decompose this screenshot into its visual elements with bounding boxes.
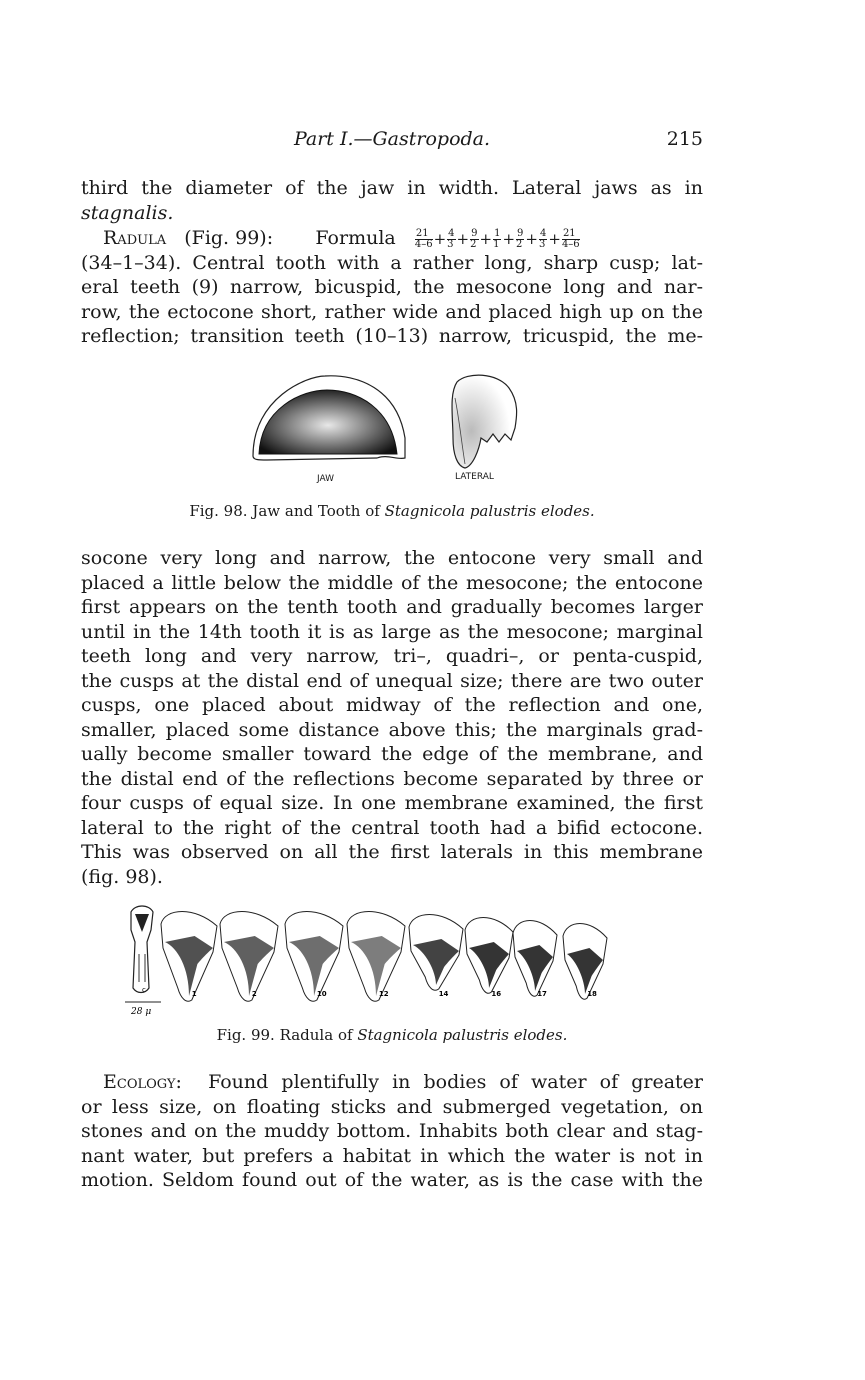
radula-tooth <box>347 912 405 1002</box>
text-line: stagnalis. <box>81 201 174 224</box>
formula-fraction <box>415 229 433 250</box>
jaw-drawing <box>253 376 405 460</box>
formula-plus: + <box>525 229 538 248</box>
text-line: motion. Seldom found out of the water, as is the case with the <box>81 1169 703 1191</box>
fraction-numerator: 21 <box>415 229 433 240</box>
ecology-label: Ecology: <box>103 1071 182 1093</box>
text-line: four cusps of equal size. In one membrane examined, the first <box>81 792 703 814</box>
text-line: eral teeth (9) narrow, bicuspid, the mesocone long and nar- <box>81 276 703 298</box>
radula-tooth <box>409 915 463 991</box>
fraction-denominator: 3 <box>447 238 454 250</box>
text-line: row, the ectocone short, rather wide and placed high up on the <box>81 300 703 323</box>
radula-tooth <box>513 921 557 997</box>
text-line: or less size, on floating sticks and submerged vegetation, on <box>81 1095 703 1118</box>
text-line: (34–1–34). Central tooth with a rather long, sharp cusp; lat- <box>81 251 703 274</box>
text-line: cusps, one placed about midway of the reflection and one, <box>81 694 703 716</box>
paragraph-radula <box>81 226 703 349</box>
text-line: placed a little below the middle of the mesocone; the entocone <box>81 571 703 594</box>
figure-99 <box>125 902 705 1022</box>
formula-fraction <box>447 229 455 250</box>
tooth-number-label: 18 <box>587 990 597 998</box>
text-line: ually become smaller toward the edge of the membrane, and <box>81 743 703 765</box>
formula-fraction <box>493 229 501 250</box>
formula-plus: + <box>548 229 561 248</box>
text-line: (fig. 98). <box>81 865 163 888</box>
fraction-denominator: 3 <box>538 238 546 250</box>
fraction-denominator: 2 <box>470 238 477 250</box>
text-line: This was observed on all the first laterals in this membrane <box>81 841 703 863</box>
running-title: Part I.—Gastropoda. <box>293 128 491 150</box>
formula-plus: + <box>502 229 516 248</box>
fraction-numerator: 21 <box>562 229 580 240</box>
text-line: first appears on the tenth tooth and gradually becomes larger <box>81 596 703 618</box>
formula-plus: + <box>479 229 493 248</box>
caption-prefix: Fig. 99. Radula of <box>216 1026 353 1044</box>
fraction-numerator: 4 <box>448 227 455 239</box>
central-tooth-label: c <box>142 986 146 994</box>
fig99-caption <box>81 1026 703 1044</box>
tooth-number-label: 14 <box>438 990 449 998</box>
fraction-numerator: 9 <box>471 227 478 239</box>
fraction-denominator: 4–6 <box>414 238 433 250</box>
radula-formula <box>414 227 581 249</box>
formula-plus: + <box>433 229 447 248</box>
text-line: reflection; transition teeth (10–13) narrow, tricuspid, the me- <box>81 325 703 347</box>
text-line: teeth long and very narrow, tri–, quadri–, or penta-cuspid, <box>81 645 703 667</box>
ecology-line <box>81 1070 703 1095</box>
fig98-caption <box>81 502 703 520</box>
text-line: lateral to the right of the central tooth had a bifid ectocone. <box>81 816 703 839</box>
formula-fraction <box>470 229 478 250</box>
radula-drawing <box>125 902 705 1022</box>
fraction-denominator: 4–6 <box>561 238 580 250</box>
text-line: the cusps at the distal end of unequal size; there are two outer <box>81 669 703 692</box>
radula-heading-line <box>81 226 703 251</box>
formula-fraction <box>539 229 547 250</box>
tooth-number-label: 1 <box>191 990 197 998</box>
tooth-number-label: 10 <box>316 990 327 998</box>
radula-tooth <box>465 918 513 994</box>
paragraph-teeth <box>81 546 703 889</box>
caption-species: Stagnicola palustris elodes. <box>384 502 595 520</box>
text-line: Found plentifully in bodies of water of greater <box>208 1071 703 1093</box>
radula-tooth <box>161 912 217 1002</box>
text-line: nant water, but prefers a habitat in which the water is not in <box>81 1144 703 1167</box>
fraction-numerator: 4 <box>539 227 547 239</box>
text-line: stones and on the muddy bottom. Inhabits both clear and stag- <box>81 1120 703 1142</box>
caption-prefix: Fig. 98. Jaw and Tooth of <box>189 502 380 520</box>
fraction-numerator: 1 <box>494 227 501 239</box>
scale-label: 28 μ <box>131 1007 152 1017</box>
tooth-number-label: 12 <box>378 990 389 998</box>
formula-fraction <box>562 229 580 250</box>
paragraph-jaw <box>81 176 703 225</box>
text-line: socone very long and narrow, the entocone very small and <box>81 547 703 569</box>
radula-tooth <box>563 924 607 1000</box>
jaw-and-tooth-drawing <box>247 368 547 488</box>
fraction-denominator: 2 <box>516 238 523 250</box>
formula-plus: + <box>456 229 470 248</box>
lateral-tooth-drawing <box>452 375 517 468</box>
figure-98 <box>247 368 547 488</box>
tooth-number-label: 2 <box>251 990 257 998</box>
fraction-denominator: 1 <box>493 238 500 250</box>
central-tooth <box>131 906 153 993</box>
paragraph-ecology <box>81 1070 703 1193</box>
text-line: the distal end of the reflections become separated by three or <box>81 767 703 790</box>
text-line: smaller, placed some distance above this; the marginals grad- <box>81 718 703 741</box>
lateral-label: LATERAL <box>455 472 494 482</box>
tooth-number-label: 17 <box>537 990 547 998</box>
radula-tooth <box>285 912 343 1002</box>
radula-fig-ref: (Fig. 99): <box>184 227 274 249</box>
caption-species: Stagnicola palustris elodes. <box>357 1026 568 1044</box>
radula-label: Radula <box>103 227 167 249</box>
text-line: third the diameter of the jaw in width. Lateral jaws as in <box>81 177 703 199</box>
jaw-label: JAW <box>317 474 335 484</box>
fraction-numerator: 9 <box>517 227 524 239</box>
radula-tooth <box>220 912 278 1002</box>
text-line: until in the 14th tooth it is as large as the mesocone; marginal <box>81 620 703 643</box>
page-number: 215 <box>666 128 703 150</box>
formula-label: Formula <box>315 227 396 249</box>
tooth-number-label: 16 <box>491 990 502 998</box>
formula-fraction <box>516 229 524 250</box>
running-header <box>81 128 703 156</box>
